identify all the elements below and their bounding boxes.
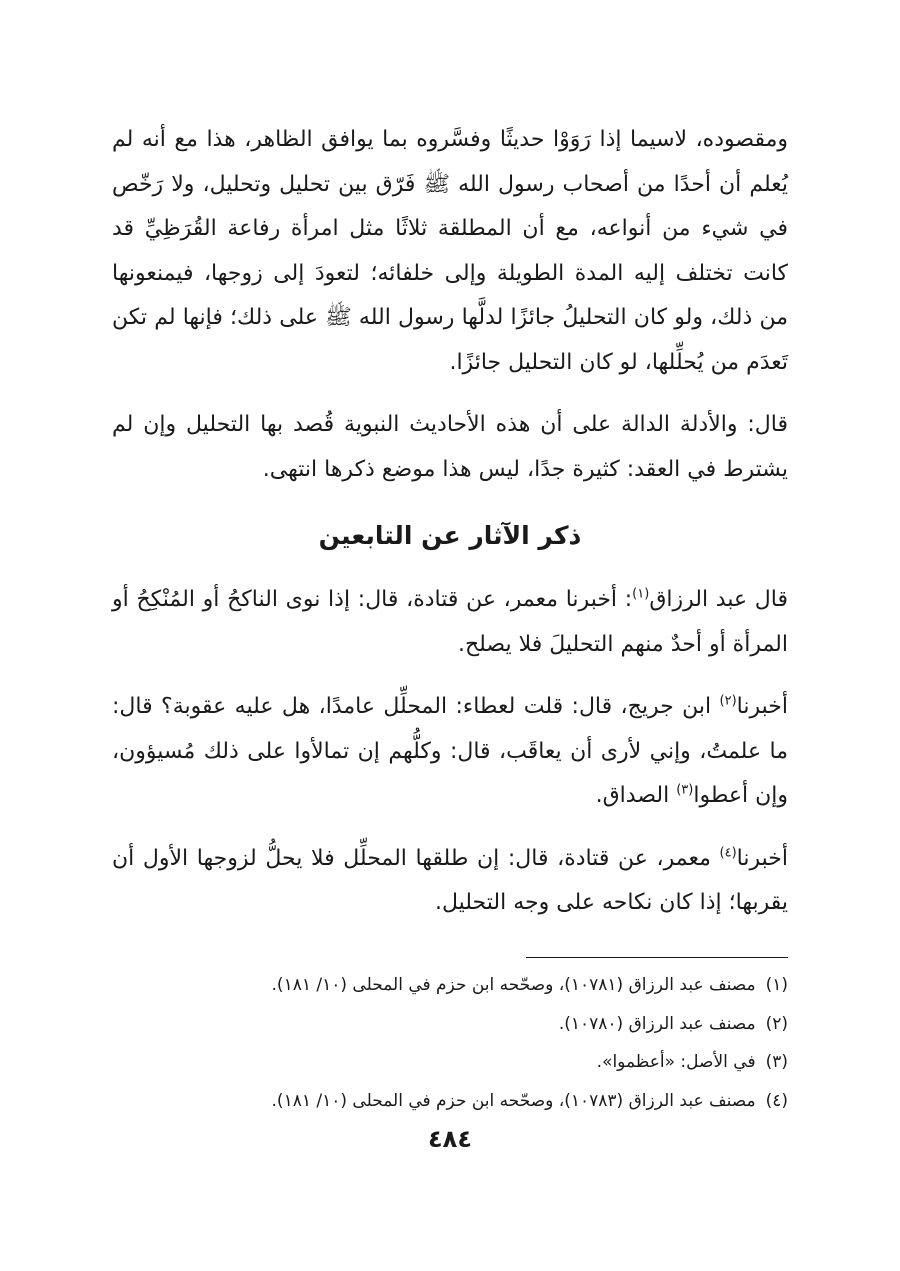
paragraph-3-rest: : أخبرنا معمر، عن قتادة، قال: إذا نوى الناكحُ أو المُنْكِحُ أو المرأة أو أحدٌ منهم التحليلَ فلا يصلح. <box>112 587 788 657</box>
footnote-number: (٢) <box>765 1013 788 1034</box>
footnote-3 <box>112 1043 788 1082</box>
footnote-4 <box>112 1082 788 1121</box>
paragraph-4-start: أخبرنا <box>736 694 788 719</box>
paragraph-3-start: قال عبد الرزاق <box>649 587 788 612</box>
footnote-number: (٤) <box>765 1090 788 1111</box>
footnote-divider <box>526 957 788 958</box>
footnote-ref-1: (١) <box>632 586 650 602</box>
paragraph-4-rest: الصداق. <box>595 783 677 808</box>
main-text <box>112 118 788 926</box>
paragraph-5-start: أخبرنا <box>736 845 788 871</box>
footnote-2 <box>112 1005 788 1044</box>
footnotes <box>112 966 788 1120</box>
paragraph-4-middle: ابن جريج، قال: قلت لعطاء: المحلِّل عامدًا، هل عليه عقوبة؟ قال: ما علمتُ، وإني لأرى أن يعاقَب، قال: وكلُّهم إن تمالأوا على ذلك مُسيؤون، وإن أعطوا <box>112 694 788 808</box>
footnote-text: في الأصل: «أعظموا». <box>596 1052 756 1072</box>
footnote-number: (١) <box>765 975 788 995</box>
footnote-ref-4: (٤) <box>719 845 737 861</box>
paragraph-2: قال: والأدلة الدالة على أن هذه الأحاديث النبوية قُصد بها التحليل وإن لم يشترط في العقد: كثيرة جدًا، ليس هذا موضع ذكرها انتهى. <box>112 412 788 482</box>
paragraph-5-rest: معمر، عن قتادة، قال: إن طلقها المحلِّل فلا يحلُّ لزوجها الأول أن يقربها؛ إذا كان نكاحه على وجه التحليل. <box>112 845 788 915</box>
footnote-number: (٣) <box>765 1052 788 1072</box>
paragraph-3 <box>112 578 788 667</box>
footnote-text: مصنف عبد الرزاق (١٠٧٨٠). <box>558 1013 756 1034</box>
paragraph-5 <box>112 837 788 926</box>
footnote-1 <box>112 966 788 1005</box>
footnote-ref-3: (٣) <box>676 782 694 798</box>
footnote-text: مصنف عبد الرزاق (١٠٧٨٣)، وصحّحه ابن حزم في المحلى (١٠/ ١٨١). <box>271 1090 756 1111</box>
footnote-text: مصنف عبد الرزاق (١٠٧٨١)، وصحّحه ابن حزم في المحلى (١٠/ ١٨١). <box>271 975 756 995</box>
section-heading: ذكر الآثار عن التابعين <box>318 521 582 550</box>
page-number: ٤٨٤ <box>428 1125 472 1153</box>
paragraph-4 <box>112 685 788 819</box>
footnote-ref-2: (٢) <box>719 693 737 709</box>
paragraph-1: ومقصوده، لاسيما إذا رَوَوْا حديثًا وفسَّروه بما يوافق الظاهر، هذا مع أنه لم يُعلم أن أحدًا من أصحاب رسول الله ﷺ فَرّق بين تحليل وتحليل، ولا رَخّص في شيء من أنواعه، مع أن المطلقة ثلاثًا مثل امرأة رفاعة القُرَظِيِّ قد كانت تختلف إليه المدة الطويلة وإلى خلفائه؛ لتعودَ إلى زوجها، فيمنعونها من ذلك، ولو كان التحليلُ جائزًا لدلَّها رسول الله ﷺ على ذلك؛ فإنها لم تكن تَعدَم من يُحلِّلها، لو كان التحليل جائزًا. <box>112 127 788 375</box>
